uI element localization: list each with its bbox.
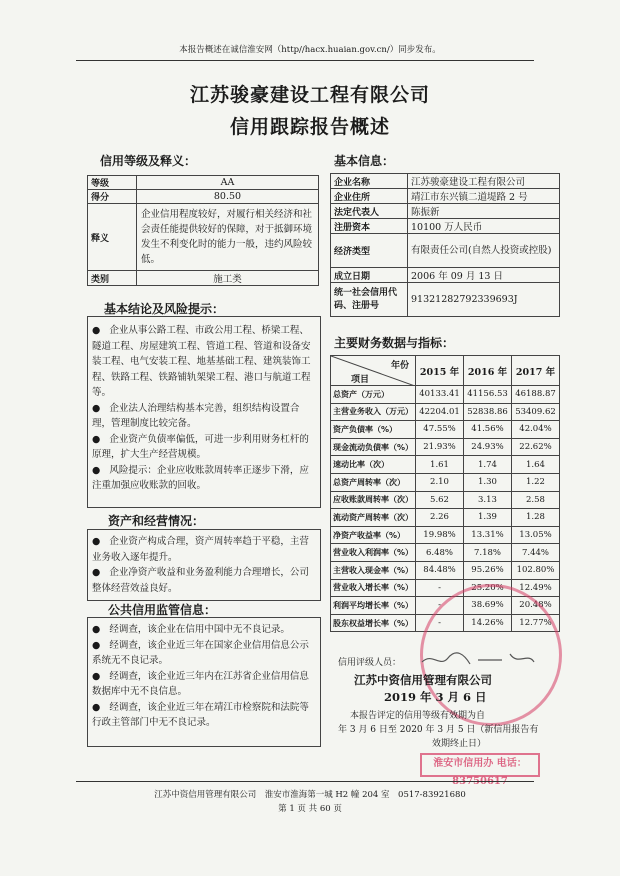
- finance-cell: 5.62: [416, 491, 464, 509]
- conclusion-item: ● 风险提示：企业应收账款周转率正逐步下滑，应注重加强应收账款的回收。: [92, 464, 309, 491]
- document-title-report: 信用跟踪报告概述: [229, 116, 390, 138]
- top-divider: [76, 60, 534, 61]
- finance-row: [331, 438, 560, 456]
- finance-cell: 2.26: [416, 509, 464, 527]
- finance-row-label: 营业收入增长率（%）: [331, 579, 416, 597]
- finance-cell: 1.22: [511, 473, 559, 491]
- publication-notice: 本报告概述在诚信淮安网（http//hacx.huaian.gov.cn/）同步发布。: [179, 45, 441, 55]
- info-value-address: 靖江市东兴镇二道堤路 2 号: [408, 189, 560, 204]
- finance-cell: 7.44%: [511, 544, 559, 562]
- issuer-company: 江苏中资信用管理有限公司: [354, 673, 492, 687]
- finance-row-label: 主营业务收入（万元）: [331, 403, 416, 421]
- year-2015-header: 2015 年: [416, 356, 464, 386]
- finance-row: [331, 456, 560, 474]
- rating-heading: 信用等级及释义：: [100, 154, 197, 168]
- info-label-type: 经济类型: [331, 234, 408, 268]
- rating-table: [87, 175, 319, 286]
- finance-cell: 47.55%: [416, 421, 464, 439]
- finance-cell: 1.61: [416, 456, 464, 474]
- validity-line3: 效期终止日）: [432, 739, 487, 749]
- info-label-capital: 注册资本: [331, 219, 408, 234]
- finance-row-label: 主营收入现金率（%）: [331, 561, 416, 579]
- footer-page-number: 第 1 页 共 60 页: [278, 804, 342, 814]
- finance-cell: 41.56%: [464, 421, 512, 439]
- info-value-name: 江苏骏豪建设工程有限公司: [408, 174, 560, 189]
- info-label-name: 企业名称: [331, 174, 408, 189]
- finance-cell: 52838.86: [464, 403, 512, 421]
- finance-cell: 24.93%: [464, 438, 512, 456]
- finance-cell: 42.04%: [511, 421, 559, 439]
- finance-row-label: 利润平均增长率（%）: [331, 597, 416, 615]
- info-label-representative: 法定代表人: [331, 204, 408, 219]
- finance-row-label: 流动资产周转率（次）: [331, 509, 416, 527]
- finance-cell: 12.77%: [511, 614, 559, 632]
- supervision-box: [87, 617, 321, 747]
- finance-cell: 13.31%: [464, 526, 512, 544]
- footer-divider: [76, 781, 534, 782]
- assets-item: ● 企业资产构成合理，资产周转率趋于平稳，主营业务收入逐年提升。: [92, 536, 309, 563]
- info-value-date: 2006 年 09 月 13 日: [408, 268, 560, 283]
- finance-cell: 6.48%: [416, 544, 464, 562]
- finance-cell: -: [416, 597, 464, 615]
- finance-cell: 20.48%: [511, 597, 559, 615]
- finance-row: [331, 403, 560, 421]
- evaluator-signature: [418, 648, 538, 672]
- evaluator-label: 信用评级人员：: [338, 658, 402, 668]
- conclusion-item: ● 企业资产负债率偏低，可进一步利用财务杠杆的原理，扩大生产经营规模。: [92, 433, 309, 460]
- footer-address: 江苏中资信用管理有限公司 淮安市淮海第一城 H2 幢 204 室 0517-83921680: [154, 790, 466, 800]
- finance-cell: 1.30: [464, 473, 512, 491]
- finance-cell: 53409.62: [511, 403, 559, 421]
- conclusion-item: ● 企业法人治理结构基本完善，组织结构设置合理，管理制度比较完备。: [92, 402, 300, 429]
- conclusion-item: ● 企业从事公路工程、市政公用工程、桥梁工程、隧道工程、房屋建筑工程、管道工程、管道和设备安装工程、电气安装工程、地基基础工程、建筑装饰工程、铁路工程、铁路铺轨架梁工程、港口与航道工程等。: [92, 325, 311, 398]
- finance-cell: 95.26%: [464, 561, 512, 579]
- finance-cell: 3.13: [464, 491, 512, 509]
- finance-row: [331, 544, 560, 562]
- year-2017-header: 2017 年: [511, 356, 559, 386]
- finance-cell: 42204.01: [416, 403, 464, 421]
- info-value-capital: 10100 万人民币: [408, 219, 560, 234]
- validity-line2: 年 3 月 6 日至 2020 年 3 月 5 日（新信用报告有: [338, 725, 539, 735]
- finance-cell: 1.74: [464, 456, 512, 474]
- finance-row-label: 净资产收益率（%）: [331, 526, 416, 544]
- finance-cell: 22.62%: [511, 438, 559, 456]
- finance-row: [331, 561, 560, 579]
- finance-row: [331, 386, 560, 404]
- finance-row-label: 股东权益增长率（%）: [331, 614, 416, 632]
- document-title-company: 江苏骏豪建设工程有限公司: [189, 84, 430, 106]
- finance-row-label: 资产负债率（%）: [331, 421, 416, 439]
- finance-cell: 13.05%: [511, 526, 559, 544]
- finance-corner-cell: [331, 356, 416, 386]
- header-item-label: 项目: [351, 375, 370, 385]
- finance-cell: 19.98%: [416, 526, 464, 544]
- score-value: 80.50: [137, 190, 319, 204]
- finance-row-label: 现金流动负债率（%）: [331, 438, 416, 456]
- finance-cell: 1.39: [464, 509, 512, 527]
- finance-cell: 14.26%: [464, 614, 512, 632]
- finance-row: [331, 509, 560, 527]
- info-label-address: 企业住所: [331, 189, 408, 204]
- conclusion-heading: 基本结论及风险提示：: [104, 302, 225, 316]
- category-value: 施工类: [137, 271, 319, 286]
- info-value-type: 有限责任公司(自然人投资或控股): [408, 234, 560, 268]
- year-2016-header: 2016 年: [464, 356, 512, 386]
- meaning-label: 释义: [88, 204, 137, 271]
- finance-row-label: 速动比率（次）: [331, 456, 416, 474]
- info-label-credit-code: 统一社会信用代码、注册号: [331, 283, 408, 317]
- supervision-item: ● 经调查，该企业近三年在国家企业信用信息公示系统无不良记录。: [92, 639, 309, 666]
- finance-row-label: 应收账款周转率（次）: [331, 491, 416, 509]
- finance-cell: 84.48%: [416, 561, 464, 579]
- finance-cell: -: [416, 614, 464, 632]
- issue-date: 2019 年 3 月 6 日: [384, 690, 487, 704]
- finance-cell: 46188.87: [511, 386, 559, 404]
- finance-cell: 21.93%: [416, 438, 464, 456]
- grade-label: 等级: [88, 176, 137, 190]
- finance-cell: 102.80%: [511, 561, 559, 579]
- supervision-item: ● 经调查，该企业在信用中国中无不良记录。: [92, 624, 290, 635]
- header-year-label: 年份: [391, 361, 410, 371]
- finance-row-label: 营业收入利润率（%）: [331, 544, 416, 562]
- finance-cell: 7.18%: [464, 544, 512, 562]
- supervision-item: ● 经调查，该企业近三年内在江苏省企业信用信息数据库中无不良信息。: [92, 670, 309, 697]
- conclusion-box: [87, 316, 321, 508]
- finance-table: [330, 355, 560, 632]
- meaning-text: 企业信用程度较好，对履行相关经济和社会责任能提供较好的保障，对于抵御环境发生不利变化时的能力一般，违约风险较低。: [137, 204, 319, 271]
- finance-heading: 主要财务数据与指标：: [334, 336, 455, 350]
- finance-cell: 12.49%: [511, 579, 559, 597]
- finance-cell: 1.28: [511, 509, 559, 527]
- finance-cell: 41156.53: [464, 386, 512, 404]
- validity-line1: 本报告评定的信用等级有效期为自: [350, 711, 486, 721]
- assets-item: ● 企业净资产收益和业务盈利能力合理增长，公司整体经营效益良好。: [92, 567, 309, 594]
- category-label: 类别: [88, 271, 137, 286]
- finance-row-label: 总资产周转率（次）: [331, 473, 416, 491]
- info-value-credit-code: 91321282792339693J: [408, 283, 560, 317]
- finance-cell: 1.64: [511, 456, 559, 474]
- finance-cell: 2.10: [416, 473, 464, 491]
- assets-heading: 资产和经营情况：: [108, 514, 205, 528]
- info-label-date: 成立日期: [331, 268, 408, 283]
- finance-cell: 38.69%: [464, 597, 512, 615]
- finance-cell: 2.58: [511, 491, 559, 509]
- finance-cell: -: [416, 579, 464, 597]
- supervision-heading: 公共信用监管信息：: [108, 603, 217, 617]
- credit-office-stamp: 淮安市信用办 电话：83750617: [420, 753, 540, 777]
- finance-row-label: 总资产（万元）: [331, 386, 416, 404]
- score-label: 得分: [88, 190, 137, 204]
- finance-row: [331, 421, 560, 439]
- finance-cell: 25.20%: [464, 579, 512, 597]
- supervision-item: ● 经调查，该企业近三年在靖江市检察院和法院等行政主管部门中无不良记录。: [92, 701, 309, 728]
- finance-cell: 40133.41: [416, 386, 464, 404]
- grade-value: AA: [137, 176, 319, 190]
- finance-row: [331, 491, 560, 509]
- finance-row: [331, 473, 560, 491]
- basic-info-table: [330, 173, 560, 317]
- info-value-representative: 陈振新: [408, 204, 560, 219]
- assets-box: [87, 529, 321, 601]
- finance-row: [331, 526, 560, 544]
- basic-info-heading: 基本信息：: [334, 154, 395, 168]
